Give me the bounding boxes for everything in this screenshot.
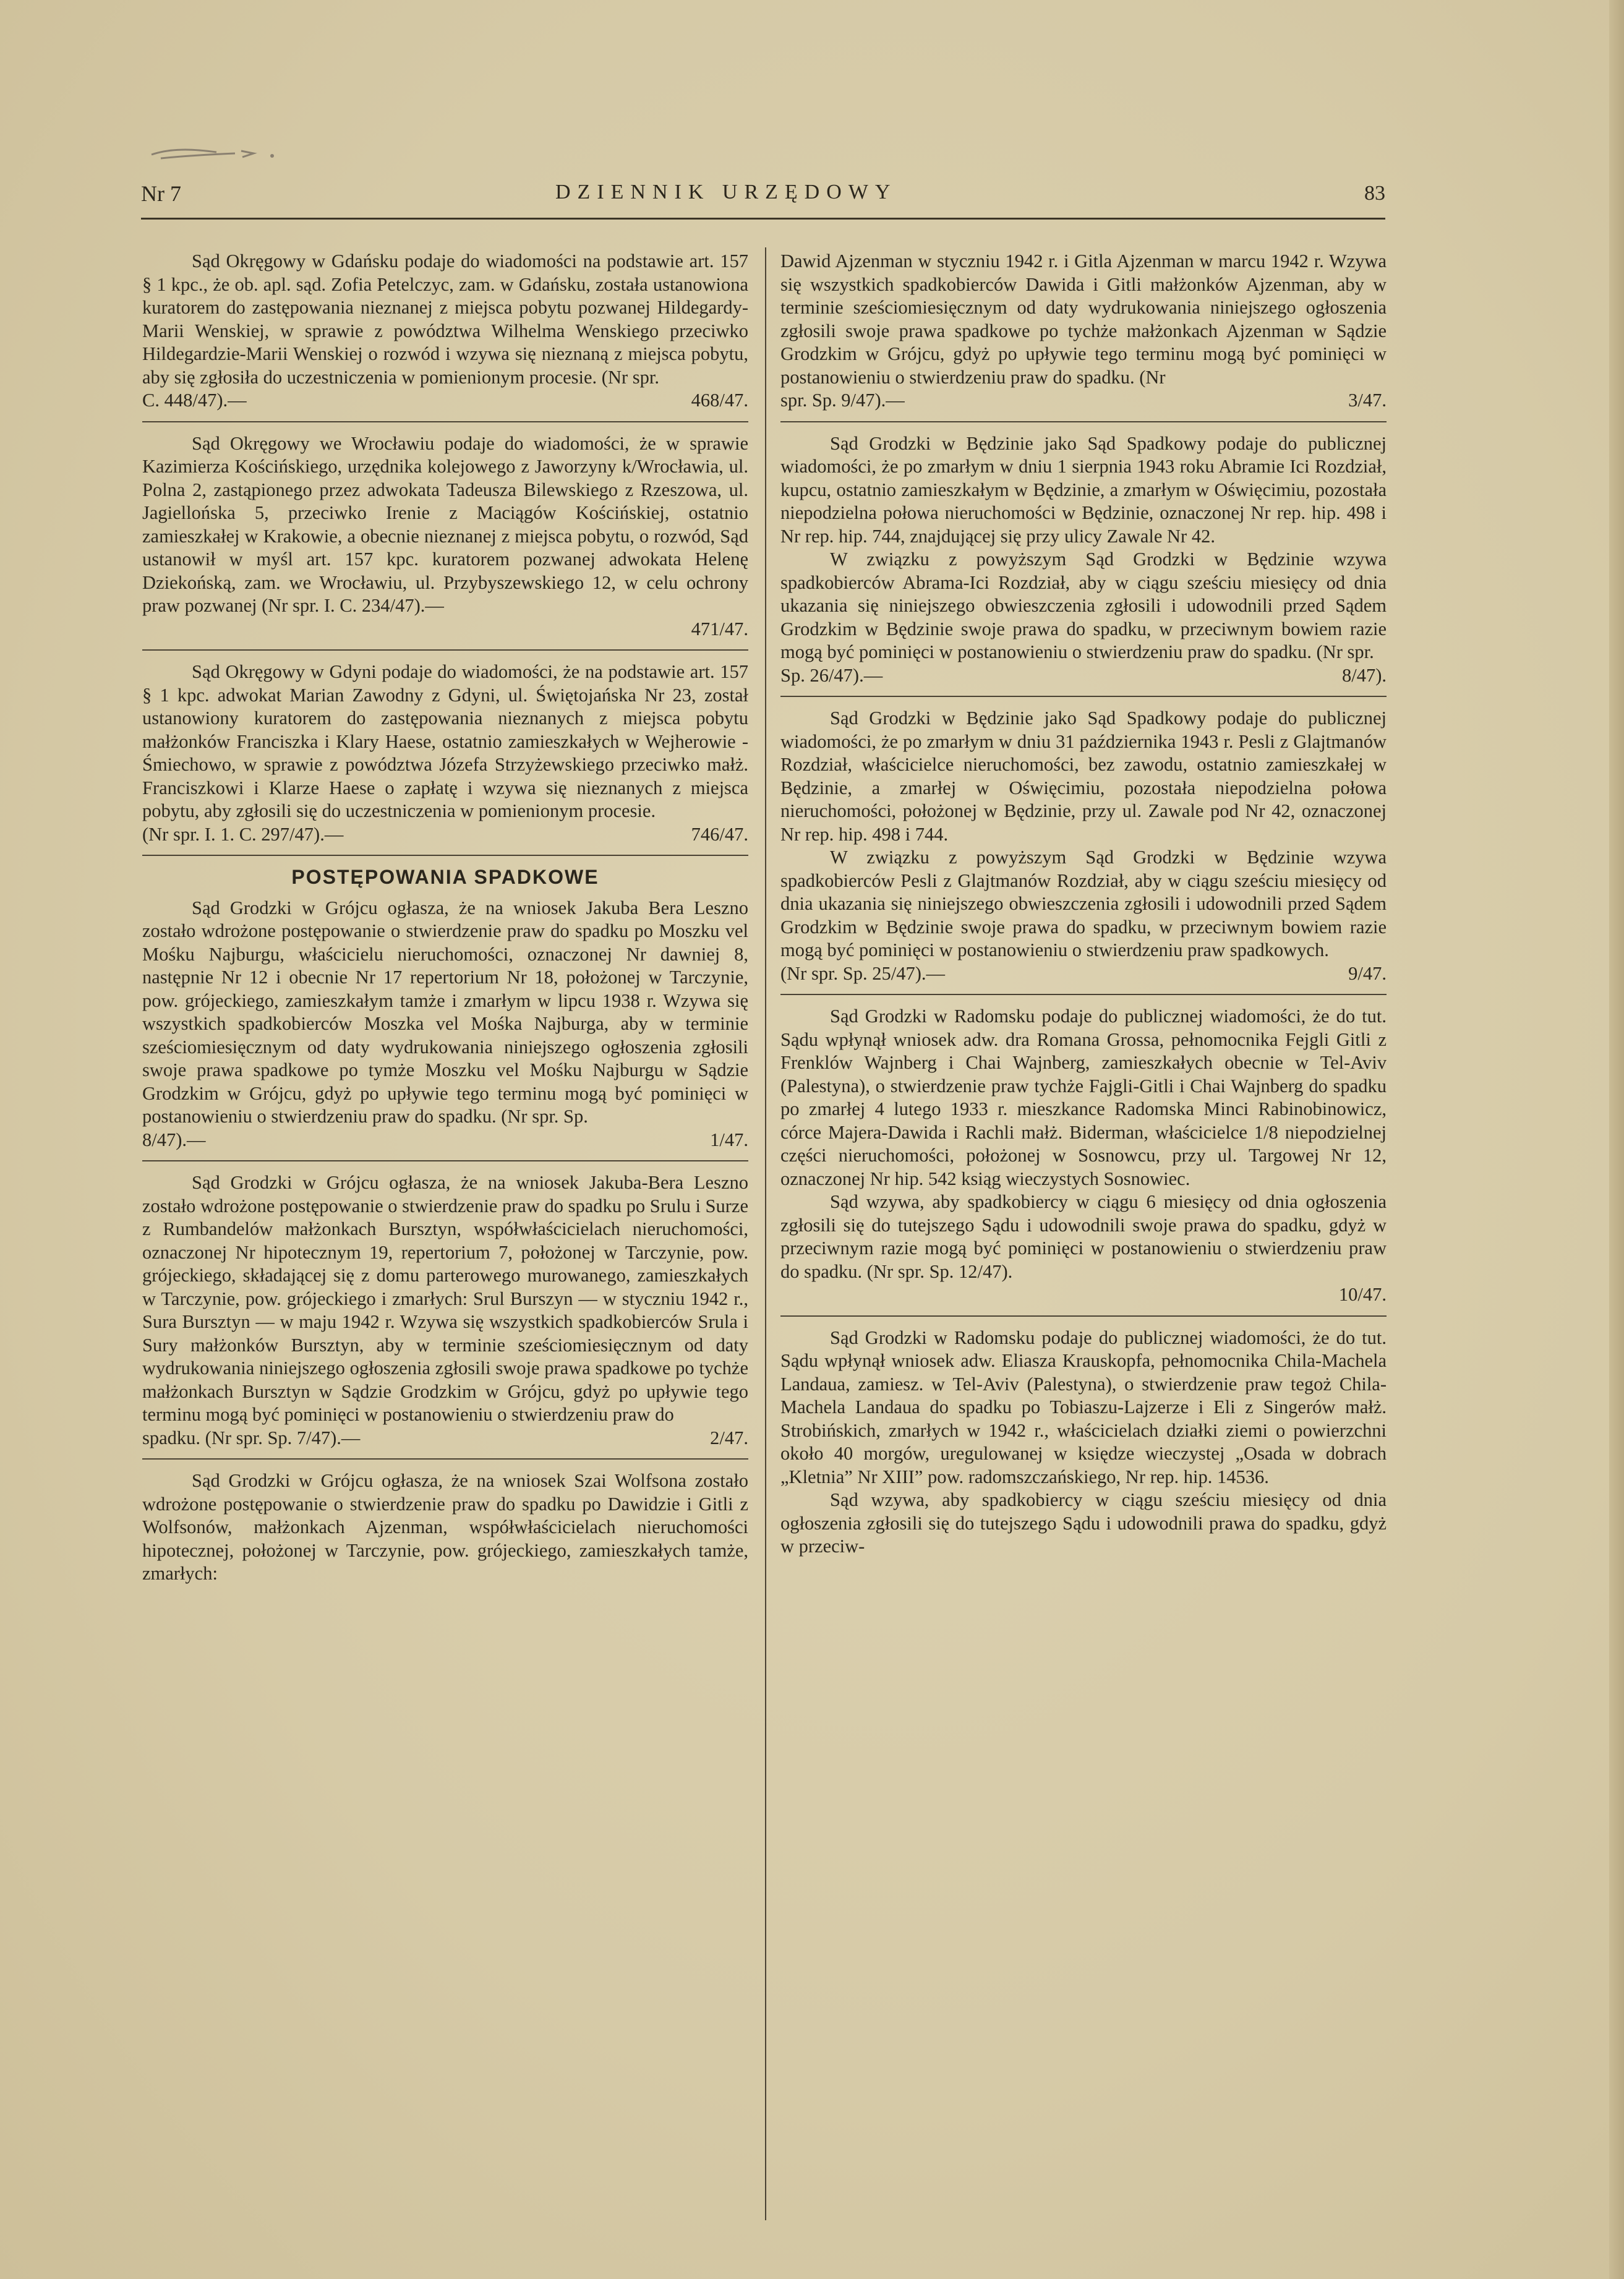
notice-separator: [780, 421, 1387, 422]
case-reference: [780, 664, 1387, 688]
section-rule: [142, 855, 748, 856]
notice-number: 2/47.: [710, 1427, 748, 1448]
case-reference: [142, 389, 748, 413]
notice-separator: [142, 649, 748, 651]
notice-text: Dawid Ajzenman w styczniu 1942 r. i Gitla Ajzenman w marcu 1942 r. Wzywa się wszystkich spadkobierców Dawida i Gitli małżonków Ajzenman, aby w terminie sześciomiesięcznym od daty wydrukowania niniejszego ogłoszenia zgłosili swoje prawa spadkowe po tychże małżonkach Ajzenman w Sądzie Grodzkim w Grójcu, gdyż po upływie tego terminu mogą być pominięci w postanowieniu o stwierdzeniu praw do spadku. (Nr: [780, 250, 1387, 388]
notice: [142, 250, 748, 413]
notice-separator: [142, 421, 748, 422]
journal-title: DZIENNIK URZĘDOWY: [555, 181, 897, 203]
section-heading: POSTĘPOWANIA SPADKOWE: [291, 866, 599, 888]
notice-number: 10/47.: [1338, 1284, 1387, 1305]
case-number: (Nr spr. Sp. 25/47).—: [780, 962, 946, 984]
notice-text: Sąd Grodzki w Będzinie jako Sąd Spadkowy podaje do publicznej wiadomości, że po zmarłym w dniu 31 października 1943 r. Pesli z Glajtmanów Rozdział, właścicielce nieruchomości, bez zawodu, ostatnio zamieszkałej w Będzinie, a zmarłej w Oświęcimiu, pozostała niepodzielna połowa nieruchomości, położonej w Będzinie, przy ul. Zawale pod Nr 42, oznaczonej Nr rep. hip. 498 i 744.: [780, 708, 1387, 845]
page-number: 83: [1364, 182, 1385, 205]
notice-text: Sąd Okręgowy we Wrocławiu podaje do wiadomości, że w sprawie Kazimierza Kościńskiego, urzędnika kolejowego z Jaworzyny k/Wrocławia, ul. Polna 2, zastąpionego przez adwokata Tadeusza Bilewskiego z Rzeszowa, ul. Jagiellońska 5, przeciwko Irenie z Maciągów Kościńskiej, ostatnio zamieszkałej w Krakowie, a obecnie nieznanej z miejsca pobytu, o rozwód, Sąd ustanowił w myśl art. 157 kpc. kuratorem pozwanej adwokata Helenę Dziekońską, zam. we Wrocławiu, ul. Przybyszewskiego 12, w celu ochrony praw pozwanej (Nr spr. I. C. 234/47).—: [142, 432, 748, 616]
header-rule: [141, 218, 1385, 220]
notice: [142, 1171, 748, 1450]
case-number: 8/47).—: [142, 1129, 206, 1150]
notice-separator: [780, 1315, 1387, 1317]
notice-text: Sąd Grodzki w Radomsku podaje do publicznej wiadomości, że do tut. Sądu wpłynął wniosek adw. dra Romana Grossa, pełnomocnika Fejgli Gitli z Frenklów Wajnberg i Chai Wajnberg, zamieszkałych obecnie w Tel-Aviv (Palestyna), o stwierdzenie praw tychże Fajgli-Gitli i Chai Wajnberg do spadku po zmarłej 4 lutego 1933 r. mieszkance Radomska Minci Rabinobinowicz, córce Majera-Dawida i Rachli małż. Biderman, właścicielce 1/8 niepodzielnej części nieruchomości, położonej w Sosnowcu, przy ul. Targowej Nr 12, oznaczonej Nr hip. 542 ksiąg wieczystych Sosnowiec.: [780, 1006, 1387, 1189]
page-edge: [1609, 0, 1624, 2279]
notice-number: 8/47).: [1341, 664, 1387, 686]
notice: [142, 432, 748, 641]
notice: [142, 1469, 748, 1586]
notice-number: 746/47.: [691, 823, 748, 845]
notice-text: W związku z powyższym Sąd Grodzki w Będzinie wzywa spadkobierców Pesli z Glajtmanów Rozdział, aby w ciągu sześciu miesięcy od dnia ukazania się niniejszego obwieszczenia zgłosili i udowodnili przed Sądem Grodzkim w Będzinie swoje prawa do spadku, w przeciwnym bowiem razie mogą być pominięci w postanowieniu o stwierdzeniu praw spadkowych.: [780, 847, 1387, 960]
issue-number: Nr 7: [141, 181, 181, 206]
notice: [780, 707, 1387, 985]
case-reference: [780, 1283, 1387, 1307]
notice: [780, 1327, 1387, 1559]
case-number: Sp. 26/47).—: [780, 664, 883, 686]
notice-text: Sąd Okręgowy w Gdyni podaje do wiadomości, że na podstawie art. 157 § 1 kpc. adwokat Marian Zawodny z Gdyni, ul. Świętojańska Nr 23, został ustanowiony kuratorem do zastępowania nieznanych z miejsca pobytu małżonków Franciszka i Klary Haese, ostatnio zamieszkałych w Wejherowie - Śmiechowo, w sprawie z powództwa Józefa Strzyżewskiego przeciwko małż. Franciszkowi i Klarze Haese o zapłatę i wzywa się nieznanych z miejsca pobytu, aby zgłosili się do uczestniczenia w pomienionym procesie.: [142, 661, 748, 821]
notice: [780, 1005, 1387, 1307]
column-divider: [765, 247, 766, 2220]
notice: [780, 432, 1387, 688]
notice-number: 9/47.: [1348, 962, 1387, 984]
case-reference: [780, 962, 1387, 986]
case-number: C. 448/47).—: [142, 390, 247, 411]
notice-text: W związku z powyższym Sąd Grodzki w Będzinie wzywa spadkobierców Abrama-Ici Rozdział, aby w ciągu sześciu miesięcy od dnia ukazania się niniejszego obwieszczenia zgłosili i udowodnili przed Sądem Grodzkim w Będzinie swoje prawa do spadku, w przeciwnym bowiem razie mogą być pominięci w postanowieniu o stwierdzeniu praw do spadku. (Nr spr.: [780, 549, 1387, 662]
case-reference: [142, 1129, 748, 1152]
page-header: [141, 181, 1385, 215]
notice-text: Sąd Grodzki w Będzinie jako Sąd Spadkowy podaje do publicznej wiadomości, że po zmarłym w dniu 1 sierpnia 1943 roku Abramie Ici Rozdział, kupcu, ostatnio zamieszkałym w Będzinie, a zmarłym w Oświęcimiu, pozostała niepodzielna połowa nieruchomości w Będzinie, oznaczonej Nr rep. hip. 498 i Nr rep. hip. 744, znajdującej się przy ulicy Zawale Nr 42.: [780, 432, 1387, 547]
notice: [142, 897, 748, 1152]
notice-separator: [780, 696, 1387, 697]
case-reference: [142, 1427, 748, 1450]
notice-number: 1/47.: [710, 1129, 748, 1150]
notice-separator: [142, 1160, 748, 1161]
case-reference: [142, 823, 748, 847]
case-reference: [142, 618, 748, 641]
case-number: (Nr spr. I. 1. C. 297/47).—: [142, 823, 344, 845]
notice-separator: [142, 1458, 748, 1460]
ink-stamp-mark: [148, 141, 278, 166]
notice: [780, 250, 1387, 413]
notice-separator: [780, 994, 1387, 995]
right-column: [780, 250, 1387, 1559]
case-number: spr. Sp. 9/47).—: [780, 390, 905, 411]
case-number: spadku. (Nr spr. Sp. 7/47).—: [142, 1427, 361, 1448]
notice-text: Sąd Grodzki w Grójcu ogłasza, że na wniosek Jakuba Bera Leszno zostało wdrożone postępowanie o stwierdzenie praw do spadku po Moszku vel Mośku Najburgu, właścicielu nieruchomości, oznaczonej Nr dawniej 8, następnie Nr 12 i obecnie Nr 17 repertorium Nr 18, położonej w Tarczynie, pow. grójeckiego, zamieszkałym tamże i zmarłym w lipcu 1938 r. Wzywa się wszystkich spadkobierców Moszka vel Mośka Najburga, aby w terminie sześciomiesięcznym od daty wydrukowania niniejszego ogłoszenia zgłosili swoje prawa spadkowe po tymże Moszku vel Mośku Najburgu w Sądzie Grodzkim w Grójcu, gdyż po upływie tego terminu mogą być pominięci w postanowieniu o stwierdzeniu praw do spadku. (Nr spr. Sp.: [142, 897, 748, 1127]
notice-text: Sąd Grodzki w Radomsku podaje do publicznej wiadomości, że do tut. Sądu wpłynął wniosek adw. Eliasza Krauskopfa, pełnomocnika Chila-Machela Landaua, zamiesz. w Tel-Aviv (Palestyna), o stwierdzenie praw tegoż Chila-Machela Landaua do spadku po Tobiaszu-Lajzerze i Eli z Singerów małż. Strobińskich, zmarłych w 1942 r., właścicielach działki ziemi o powierzchni około 40 morgów, uregulowanej w księdze wieczystej „Osada w dobrach „Kletnia” Nr XIII” pow. radomszczańskiego, Nr rep. hip. 14536.: [780, 1327, 1387, 1487]
notice: [142, 661, 748, 846]
left-column: [142, 250, 748, 1586]
notice-number: 3/47.: [1348, 390, 1387, 411]
notice-number: 471/47.: [691, 618, 748, 639]
notice-text: Sąd Grodzki w Grójcu ogłasza, że na wniosek Szai Wolfsona zostało wdrożone postępowanie o stwierdzenie praw do spadku po Dawidzie i Gitli z Wolfsonów, małżonkach Ajzenman, współwłaścicielach nieruchomości hipotecznej, położonej w Tarczynie, pow. grójeckiego, zamieszkałych tamże, zmarłych:: [142, 1470, 748, 1584]
notice-text: Sąd wzywa, aby spadkobiercy w ciągu 6 miesięcy od dnia ogłoszenia zgłosili się do tutejszego Sądu i udowodnili swoje prawa do spadku, gdyż w przeciwnym razie mogą być pominięci w postanowieniu o stwierdzeniu praw do spadku. (Nr spr. Sp. 12/47).: [780, 1191, 1387, 1282]
notice-text: Sąd Okręgowy w Gdańsku podaje do wiadomości na podstawie art. 157 § 1 kpc., że ob. apl. sąd. Zofia Petelczyc, zam. w Gdańsku, została ustanowiona kuratorem do zastępowania nieznanej z miejsca pobytu pozwanej Hildegardy-Marii Wenskiej, w sprawie z powództwa Wilhelma Wenskiego przeciwko Hildegardzie-Marii Wenskiej o rozwód i wzywa się nieznaną z miejsca pobytu, aby się zgłosiła do uczestniczenia w pomienionym procesie. (Nr spr.: [142, 250, 748, 388]
notice-text: Sąd Grodzki w Grójcu ogłasza, że na wniosek Jakuba-Bera Leszno zostało wdrożone postępowanie o stwierdzenie praw do spadku po Srulu i Surze z Rumbandelów małżonkach Bursztyn, współwłaścicielach nieruchomości, oznaczonej Nr hipotecznym 19, repertorium 7, położonej w Tarczynie, pow. grójeckiego, składającej się z domu parterowego murowanego, zamieszkałych w Tarczynie, pow. grójeckiego i zmarłych: Srul Burszyn — w styczniu 1942 r., Sura Bursztyn — w maju 1942 r. Wzywa się wszystkich spadkobierców Srula i Sury małżonków Bursztyn, aby w terminie sześciomiesięcznym od daty wydrukowania niniejszego ogłoszenia zgłosili swoje prawa spadkowe po tychże małżonkach Bursztyn w Sądzie Grodzkim w Grójcu, gdyż po upływie tego terminu mogą być pominięci w postanowieniu o stwierdzeniu praw do: [142, 1172, 748, 1425]
notice-text: Sąd wzywa, aby spadkobiercy w ciągu sześciu miesięcy od dnia ogłoszenia zgłosili się do tutejszego Sądu i udowodnili prawa do spadku, gdyż w przeciw-: [780, 1489, 1387, 1557]
notice-number: 468/47.: [691, 390, 748, 411]
case-reference: [780, 389, 1387, 413]
